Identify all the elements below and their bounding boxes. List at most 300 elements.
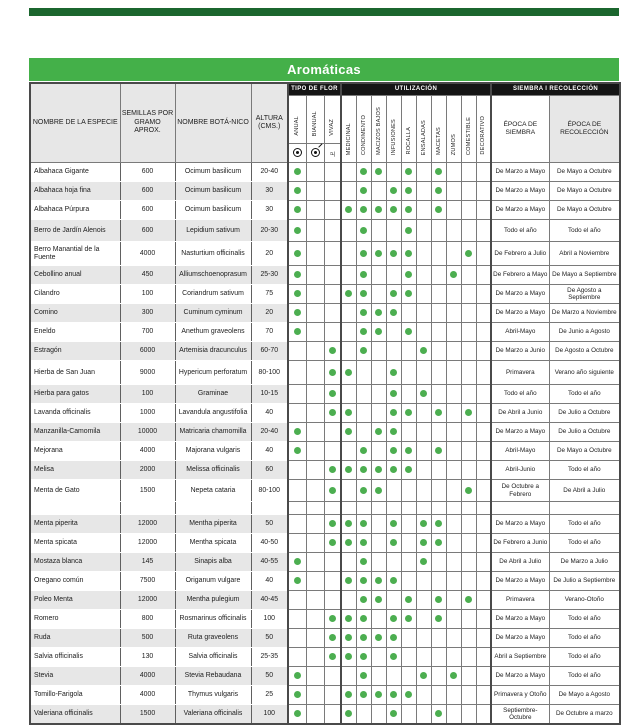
epoca-siembra-cell: De Marzo a Junio	[491, 342, 549, 361]
botanical-name-cell: Ocimum basilicum	[175, 163, 251, 182]
ensaladas-cell	[416, 423, 431, 442]
medicinal-cell	[341, 304, 356, 323]
botanical-name-cell: Sinapis alba	[175, 553, 251, 572]
vivaz-cell	[324, 163, 341, 182]
macetas-cell	[431, 242, 446, 266]
epoca-siembra-cell: Abril-Junio	[491, 461, 549, 480]
green-dot-icon	[345, 428, 352, 435]
bianual-cell	[306, 629, 324, 648]
spacer-cell	[356, 502, 371, 515]
macetas-cell	[431, 572, 446, 591]
seeds-per-gram-cell: 130	[120, 648, 175, 667]
botanical-name-cell: Coriandrum sativum	[175, 285, 251, 304]
macetas-cell	[431, 323, 446, 342]
anual-cell	[288, 423, 306, 442]
species-name-cell: Estragón	[30, 342, 120, 361]
anual-cell	[288, 361, 306, 385]
green-dot-icon	[420, 558, 427, 565]
decorativo-cell	[476, 515, 491, 534]
anual-cell	[288, 304, 306, 323]
comestible-cell	[461, 515, 476, 534]
rocalla-cell	[401, 442, 416, 461]
condimento-cell	[356, 705, 371, 725]
seeds-per-gram-cell: 1500	[120, 705, 175, 725]
medicinal-cell	[341, 686, 356, 705]
anual-cell	[288, 534, 306, 553]
vivaz-cell	[324, 667, 341, 686]
macizos_bajos-cell	[371, 182, 386, 201]
decorativo-cell	[476, 266, 491, 285]
epoca-recoleccion-cell: De Agosto a Septiembre	[549, 285, 620, 304]
bianual-cell	[306, 201, 324, 220]
seeds-per-gram-cell: 100	[120, 285, 175, 304]
table-row	[30, 629, 620, 648]
zumos-cell	[446, 182, 461, 201]
epoca-recoleccion-cell: Abril a Noviembre	[549, 242, 620, 266]
decorativo-cell	[476, 629, 491, 648]
green-dot-icon	[345, 615, 352, 622]
table-row	[30, 423, 620, 442]
condimento-cell	[356, 629, 371, 648]
spacer-cell	[549, 502, 620, 515]
zumos-cell	[446, 361, 461, 385]
anual-cell	[288, 461, 306, 480]
rocalla-cell	[401, 686, 416, 705]
rocalla-cell	[401, 220, 416, 242]
medicinal-cell	[341, 442, 356, 461]
green-dot-icon	[360, 596, 367, 603]
zumos-cell	[446, 629, 461, 648]
decorativo-cell	[476, 242, 491, 266]
green-dot-icon	[345, 369, 352, 376]
ensaladas-cell	[416, 323, 431, 342]
zumos-cell	[446, 686, 461, 705]
epoca-recoleccion-cell: Todo el año	[549, 515, 620, 534]
rocalla-cell	[401, 553, 416, 572]
ensaladas-cell	[416, 515, 431, 534]
zumos-cell	[446, 461, 461, 480]
table-row	[30, 220, 620, 242]
vivaz-cell	[324, 285, 341, 304]
rocalla-cell	[401, 404, 416, 423]
condimento-cell	[356, 266, 371, 285]
green-dot-icon	[294, 577, 301, 584]
comestible-cell	[461, 385, 476, 404]
botanical-name-cell: Matricaria chamomilla	[175, 423, 251, 442]
green-dot-icon	[360, 347, 367, 354]
macizos_bajos-cell	[371, 361, 386, 385]
green-dot-icon	[360, 634, 367, 641]
seeds-per-gram-cell: 1500	[120, 480, 175, 502]
zumos-cell	[446, 591, 461, 610]
botanical-name-cell: Lepidium sativum	[175, 220, 251, 242]
green-dot-icon	[405, 615, 412, 622]
vivaz-cell	[324, 404, 341, 423]
height-cell: 40-50	[251, 534, 288, 553]
green-dot-icon	[390, 447, 397, 454]
green-dot-icon	[450, 672, 457, 679]
infusiones-cell	[386, 220, 401, 242]
green-dot-icon	[375, 328, 382, 335]
height-cell: 25-30	[251, 266, 288, 285]
epoca-recoleccion-cell: De Mayo a Octubre	[549, 201, 620, 220]
medicinal-cell	[341, 266, 356, 285]
seeds-per-gram-cell: 500	[120, 629, 175, 648]
epoca-recoleccion-cell: Verano año siguiente	[549, 361, 620, 385]
zumos-cell	[446, 534, 461, 553]
green-dot-icon	[405, 290, 412, 297]
macetas-cell	[431, 285, 446, 304]
table-row	[30, 242, 620, 266]
green-dot-icon	[390, 369, 397, 376]
green-dot-icon	[390, 187, 397, 194]
species-name-cell: Berro de Jardín Alenois	[30, 220, 120, 242]
green-dot-icon	[390, 309, 397, 316]
green-dot-icon	[360, 309, 367, 316]
comestible-cell	[461, 461, 476, 480]
height-cell: 30	[251, 201, 288, 220]
macizos_bajos-cell	[371, 686, 386, 705]
botanical-name-cell: Melissa officinalis	[175, 461, 251, 480]
macetas-cell	[431, 220, 446, 242]
condimento-cell	[356, 285, 371, 304]
macetas-cell	[431, 610, 446, 629]
bianual-cell	[306, 591, 324, 610]
decorativo-cell	[476, 342, 491, 361]
infusiones-cell	[386, 385, 401, 404]
table-row	[30, 285, 620, 304]
table-row	[30, 686, 620, 705]
rocalla-cell	[401, 591, 416, 610]
spacer-cell	[175, 502, 251, 515]
table-row	[30, 461, 620, 480]
condimento-cell	[356, 201, 371, 220]
medicinal-cell	[341, 667, 356, 686]
spacer-cell	[446, 502, 461, 515]
zumos-cell	[446, 323, 461, 342]
macetas-cell	[431, 385, 446, 404]
vivaz-cell	[324, 442, 341, 461]
macetas-cell	[431, 686, 446, 705]
comestible-cell	[461, 686, 476, 705]
green-dot-icon	[390, 290, 397, 297]
green-dot-icon	[294, 206, 301, 213]
botanical-name-cell: Mentha pulegium	[175, 591, 251, 610]
green-dot-icon	[375, 428, 382, 435]
vivaz-cell	[324, 385, 341, 404]
infusiones-cell	[386, 323, 401, 342]
seeds-per-gram-cell: 4000	[120, 242, 175, 266]
species-name-cell: Albahaca Gigante	[30, 163, 120, 182]
green-dot-icon	[345, 206, 352, 213]
seeds-per-gram-cell: 7500	[120, 572, 175, 591]
epoca-siembra-cell: De Marzo a Mayo	[491, 285, 549, 304]
seeds-per-gram-cell: 12000	[120, 591, 175, 610]
table-row	[30, 342, 620, 361]
anual-cell	[288, 705, 306, 725]
spacer-cell	[288, 502, 306, 515]
table-row	[30, 163, 620, 182]
vivaz-cell	[324, 515, 341, 534]
height-cell: 20-30	[251, 220, 288, 242]
medicinal-cell	[341, 629, 356, 648]
comestible-cell	[461, 342, 476, 361]
vivaz-cell	[324, 304, 341, 323]
spacer-cell	[476, 502, 491, 515]
medicinal-cell	[341, 572, 356, 591]
anual-cell	[288, 480, 306, 502]
condimento-cell	[356, 323, 371, 342]
macizos_bajos-cell	[371, 667, 386, 686]
medicinal-cell	[341, 480, 356, 502]
species-name-cell: Melisa	[30, 461, 120, 480]
green-dot-icon	[390, 466, 397, 473]
flower-col-header-vivaz	[324, 96, 341, 144]
macizos_bajos-cell	[371, 285, 386, 304]
zumos-cell	[446, 572, 461, 591]
condimento-cell	[356, 515, 371, 534]
green-dot-icon	[329, 390, 336, 397]
epoca-recoleccion-cell: Todo el año	[549, 534, 620, 553]
vivaz-cell	[324, 242, 341, 266]
green-dot-icon	[360, 487, 367, 494]
green-dot-icon	[329, 615, 336, 622]
green-dot-icon	[345, 691, 352, 698]
rocalla-cell	[401, 534, 416, 553]
bianual-cell	[306, 182, 324, 201]
green-dot-icon	[360, 558, 367, 565]
macetas-cell	[431, 534, 446, 553]
epoca-siembra-cell: Todo el año	[491, 220, 549, 242]
zumos-cell	[446, 705, 461, 725]
ensaladas-cell	[416, 553, 431, 572]
plant-chart	[29, 8, 619, 725]
epoca-siembra-cell: De Marzo a Mayo	[491, 163, 549, 182]
condimento-cell	[356, 182, 371, 201]
medicinal-cell	[341, 285, 356, 304]
macizos_bajos-cell	[371, 423, 386, 442]
epoca-siembra-cell: De Marzo a Mayo	[491, 515, 549, 534]
botanical-name-cell: Lavandula angustifolia	[175, 404, 251, 423]
epoca-siembra-header: ÉPOCA DE SIEMBRA	[491, 96, 549, 163]
anual-cell	[288, 266, 306, 285]
vivaz-cell	[324, 220, 341, 242]
height-cell: 60	[251, 461, 288, 480]
green-dot-icon	[294, 250, 301, 257]
green-dot-icon	[294, 672, 301, 679]
flower-col-label: BIANUAL	[312, 110, 318, 136]
decorativo-cell	[476, 323, 491, 342]
ensaladas-cell	[416, 220, 431, 242]
height-cell: 50	[251, 515, 288, 534]
flower-col-label: ANUAL	[294, 116, 301, 136]
usage-col-header-rocalla	[401, 96, 416, 163]
decorativo-cell	[476, 182, 491, 201]
usage-col-label: MEDICINAL	[345, 122, 352, 155]
green-dot-icon	[390, 653, 397, 660]
rocalla-cell	[401, 648, 416, 667]
macizos_bajos-cell	[371, 610, 386, 629]
zumos-cell	[446, 201, 461, 220]
comestible-cell	[461, 591, 476, 610]
macetas-cell	[431, 553, 446, 572]
green-dot-icon	[345, 466, 352, 473]
infusiones-cell	[386, 534, 401, 553]
green-dot-icon	[465, 250, 472, 257]
bianual-cell	[306, 572, 324, 591]
green-dot-icon	[405, 466, 412, 473]
green-dot-icon	[294, 227, 301, 234]
comestible-cell	[461, 201, 476, 220]
green-dot-icon	[405, 227, 412, 234]
epoca-siembra-cell: De Abril a Julio	[491, 553, 549, 572]
height-cell: 25-35	[251, 648, 288, 667]
ensaladas-cell	[416, 591, 431, 610]
green-dot-icon	[405, 250, 412, 257]
green-dot-icon	[360, 290, 367, 297]
medicinal-cell	[341, 461, 356, 480]
epoca-recoleccion-cell: Todo el año	[549, 648, 620, 667]
spacer-cell	[306, 502, 324, 515]
infusiones-cell	[386, 461, 401, 480]
jupiter-glyph: ♃	[328, 149, 336, 160]
rocalla-cell	[401, 182, 416, 201]
epoca-siembra-cell: De Marzo a Mayo	[491, 201, 549, 220]
zumos-cell	[446, 266, 461, 285]
table-row	[30, 705, 620, 725]
green-dot-icon	[390, 577, 397, 584]
spacer-cell	[431, 502, 446, 515]
green-dot-icon	[360, 250, 367, 257]
epoca-recoleccion-cell: De Marzo a Julio	[549, 553, 620, 572]
vivaz-cell	[324, 480, 341, 502]
ensaladas-cell	[416, 629, 431, 648]
ensaladas-cell	[416, 361, 431, 385]
zumos-cell	[446, 285, 461, 304]
epoca-siembra-cell: De Febrero a Julio	[491, 242, 549, 266]
macizos_bajos-cell	[371, 461, 386, 480]
macizos_bajos-cell	[371, 648, 386, 667]
ensaladas-cell	[416, 648, 431, 667]
table-row	[30, 534, 620, 553]
macetas-cell	[431, 361, 446, 385]
condimento-cell	[356, 442, 371, 461]
anual-cell	[288, 686, 306, 705]
green-dot-icon	[390, 539, 397, 546]
comestible-cell	[461, 285, 476, 304]
ensaladas-cell	[416, 534, 431, 553]
usage-col-label: CONDIMENTO	[360, 114, 367, 155]
green-dot-icon	[294, 328, 301, 335]
usage-col-header-zumos	[446, 96, 461, 163]
macetas-cell	[431, 182, 446, 201]
usage-col-label: INFUSIONES	[390, 118, 397, 155]
bianual-cell	[306, 323, 324, 342]
seeds-per-gram-cell: 600	[120, 163, 175, 182]
rocalla-cell	[401, 266, 416, 285]
height-cell: 10-15	[251, 385, 288, 404]
condimento-cell	[356, 591, 371, 610]
comestible-cell	[461, 553, 476, 572]
col-header-altura: ALTURA (CMS.)	[251, 83, 288, 163]
macetas-cell	[431, 163, 446, 182]
epoca-siembra-cell: De Marzo a Mayo	[491, 304, 549, 323]
macetas-cell	[431, 304, 446, 323]
green-dot-icon	[360, 577, 367, 584]
usage-col-header-macetas	[431, 96, 446, 163]
species-name-cell: Salvia officinalis	[30, 648, 120, 667]
green-dot-icon	[294, 290, 301, 297]
rocalla-cell	[401, 667, 416, 686]
green-dot-icon	[390, 520, 397, 527]
table-row	[30, 361, 620, 385]
macetas-cell	[431, 515, 446, 534]
anual-cell	[288, 182, 306, 201]
rocalla-cell	[401, 323, 416, 342]
decorativo-cell	[476, 572, 491, 591]
green-dot-icon	[294, 447, 301, 454]
anual-cell	[288, 201, 306, 220]
condimento-cell	[356, 163, 371, 182]
botanical-name-cell: Alliumschoenoprasum	[175, 266, 251, 285]
epoca-siembra-cell: De Marzo a Mayo	[491, 572, 549, 591]
epoca-siembra-cell: Todo el año	[491, 385, 549, 404]
header-band-row	[30, 83, 620, 96]
table-row	[30, 266, 620, 285]
table-row	[30, 667, 620, 686]
band-tipo-de-flor: TIPO DE FLOR	[288, 83, 341, 96]
decorativo-cell	[476, 285, 491, 304]
botanical-name-cell: Ocimum basilicum	[175, 201, 251, 220]
green-dot-icon	[360, 328, 367, 335]
epoca-recoleccion-cell: De Octubre a marzo	[549, 705, 620, 725]
condimento-cell	[356, 342, 371, 361]
species-name-cell: Albahaca Púrpura	[30, 201, 120, 220]
species-name-cell: Albahaca hoja fina	[30, 182, 120, 201]
green-dot-icon	[294, 428, 301, 435]
infusiones-cell	[386, 182, 401, 201]
green-dot-icon	[294, 710, 301, 717]
bianual-cell	[306, 342, 324, 361]
height-cell: 100	[251, 705, 288, 725]
species-name-cell: Hierba para gatos	[30, 385, 120, 404]
green-dot-icon	[360, 187, 367, 194]
decorativo-cell	[476, 304, 491, 323]
epoca-recoleccion-cell: De Mayo a Octubre	[549, 163, 620, 182]
medicinal-cell	[341, 163, 356, 182]
species-name-cell: Ruda	[30, 629, 120, 648]
macetas-cell	[431, 648, 446, 667]
height-cell: 20	[251, 242, 288, 266]
green-dot-icon	[329, 347, 336, 354]
table-row	[30, 480, 620, 502]
macizos_bajos-cell	[371, 629, 386, 648]
zumos-cell	[446, 515, 461, 534]
condimento-cell	[356, 686, 371, 705]
green-dot-icon	[390, 206, 397, 213]
macetas-cell	[431, 442, 446, 461]
usage-col-label: COMESTIBLE	[465, 116, 472, 155]
circle-dot-icon	[288, 144, 306, 163]
comestible-cell	[461, 442, 476, 461]
green-dot-icon	[435, 615, 442, 622]
green-dot-icon	[405, 447, 412, 454]
macetas-cell	[431, 667, 446, 686]
vivaz-cell	[324, 572, 341, 591]
macizos_bajos-cell	[371, 572, 386, 591]
epoca-siembra-cell: De Marzo a Mayo	[491, 629, 549, 648]
zumos-cell	[446, 648, 461, 667]
